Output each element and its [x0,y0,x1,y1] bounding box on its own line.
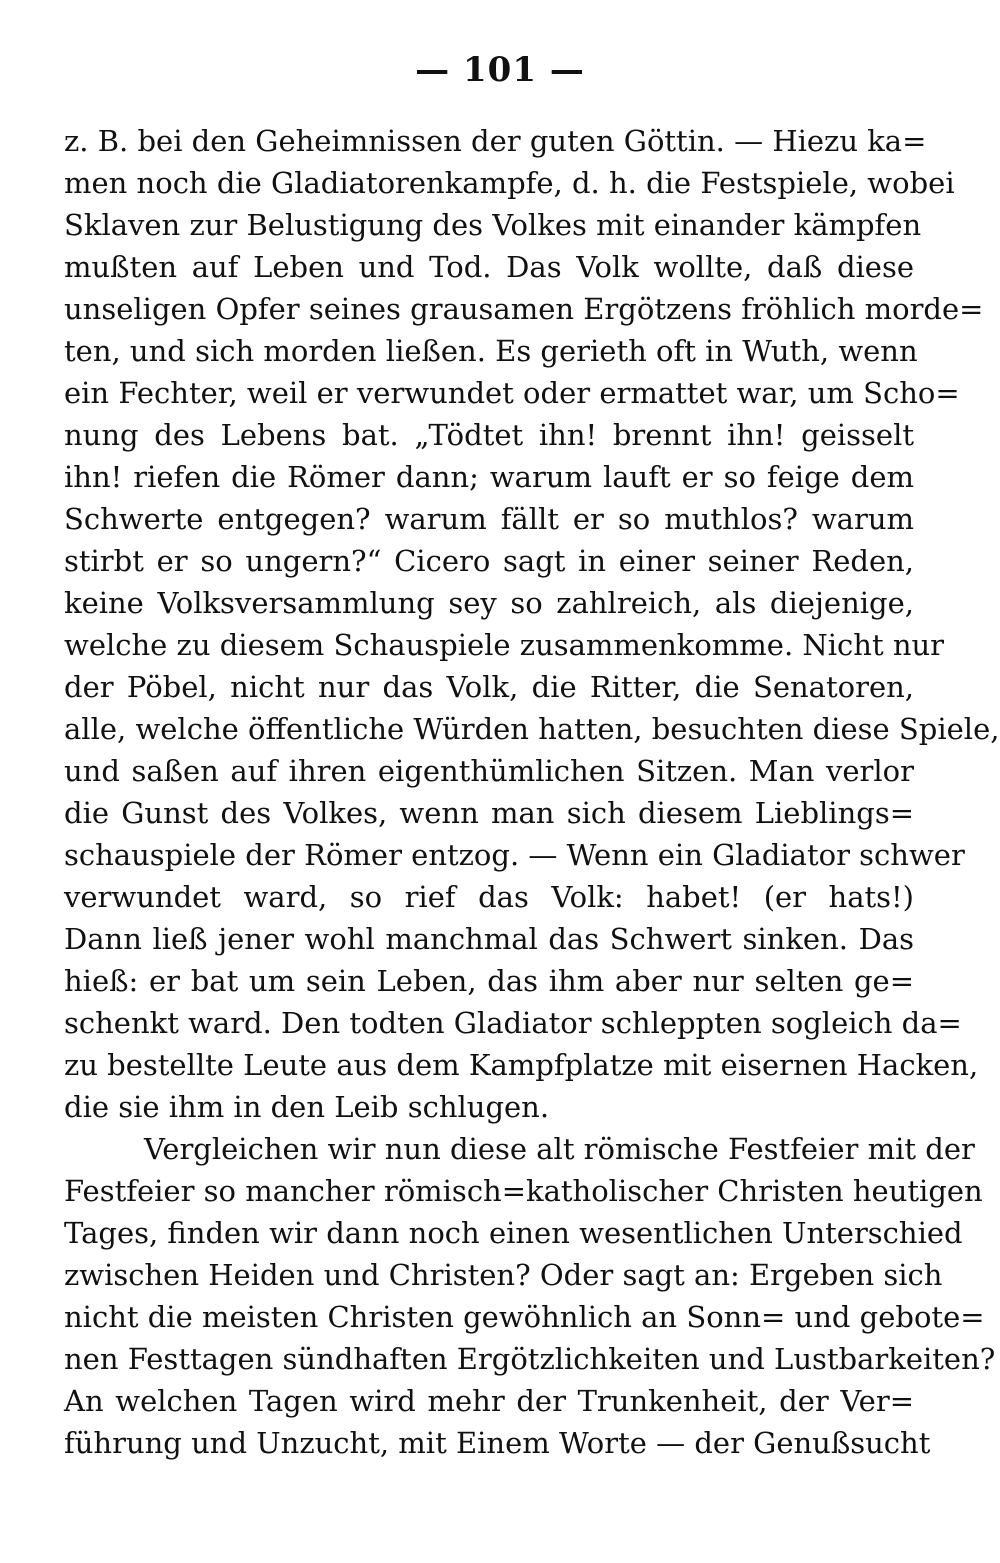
text-line: Schwerte entgegen? warum fällt er so muthlos? warum [64,502,914,536]
text-line: ihn! riefen die Römer dann; warum lauft er so feige dem [64,460,914,494]
text-line: men noch die Gladiatorenkampfe, d. h. die Festspiele, wobei [64,166,955,200]
text-line: stirbt er so ungern?“ Cicero sagt in einer seiner Reden, [64,544,914,578]
text-line: nung des Lebens bat. „Tödtet ihn! brennt ihn! geisselt [64,418,914,452]
body-text [64,120,1000,1464]
text-line: nen Festtagen sündhaften Ergötzlichkeiten und Lustbarkeiten? [64,1342,996,1376]
text-line: An welchen Tagen wird mehr der Trunkenheit, der Ver= [64,1384,914,1418]
text-line: der Pöbel, nicht nur das Volk, die Ritter, die Senatoren, [64,670,914,704]
text-line: unseligen Opfer seines grausamen Ergötzens fröhlich morde= [64,292,984,326]
text-line: schauspiele der Römer entzog. — Wenn ein Gladiator schwer [64,838,965,872]
page-number: — 101 — [415,50,585,90]
text-line: ten, und sich morden ließen. Es gerieth oft in Wuth, wenn [64,334,918,368]
text-line: die Gunst des Volkes, wenn man sich diesem Lieblings= [64,796,914,830]
text-line: Tages, finden wir dann noch einen wesentlichen Unterschied [64,1216,963,1250]
text-line: keine Volksversammlung sey so zahlreich, als diejenige, [64,586,914,620]
text-line: mußten auf Leben und Tod. Das Volk wollte, daß diese [64,250,914,284]
text-line: führung und Unzucht, mit Einem Worte — der Genußsucht [64,1426,931,1460]
paragraph-end-line: die sie ihm in den Leib schlugen. [64,1090,550,1124]
text-line: und saßen auf ihren eigenthümlichen Sitzen. Man verlor [64,754,914,788]
text-line: zwischen Heiden und Christen? Oder sagt an: Ergeben sich [64,1258,943,1292]
text-line: verwundet ward, so rief das Volk: habet! (er hats!) [64,880,914,914]
text-line: ein Fechter, weil er verwundet oder ermattet war, um Scho= [64,376,960,410]
text-line: Sklaven zur Belustigung des Volkes mit einander kämpfen [64,208,922,242]
text-line: Festfeier so mancher römisch=katholischer Christen heutigen [64,1174,983,1208]
text-line: z. B. bei den Geheimnissen der guten Göttin. — Hiezu ka= [64,124,927,158]
text-line: zu bestellte Leute aus dem Kampfplatze mit eisernen Hacken, [64,1048,979,1082]
paragraph-start-line: Vergleichen wir nun diese alt römische Festfeier mit der [144,1132,975,1166]
text-line: hieß: er bat um sein Leben, das ihm aber nur selten ge= [64,964,914,998]
text-line: schenkt ward. Den todten Gladiator schleppten sogleich da= [64,1006,962,1040]
text-line: alle, welche öffentliche Würden hatten, besuchten diese Spiele, [64,712,1000,746]
text-line: nicht die meisten Christen gewöhnlich an Sonn= und gebote= [64,1300,985,1334]
text-line: welche zu diesem Schauspiele zusammenkomme. Nicht nur [64,628,945,662]
text-line: Dann ließ jener wohl manchmal das Schwert sinken. Das [64,922,914,956]
